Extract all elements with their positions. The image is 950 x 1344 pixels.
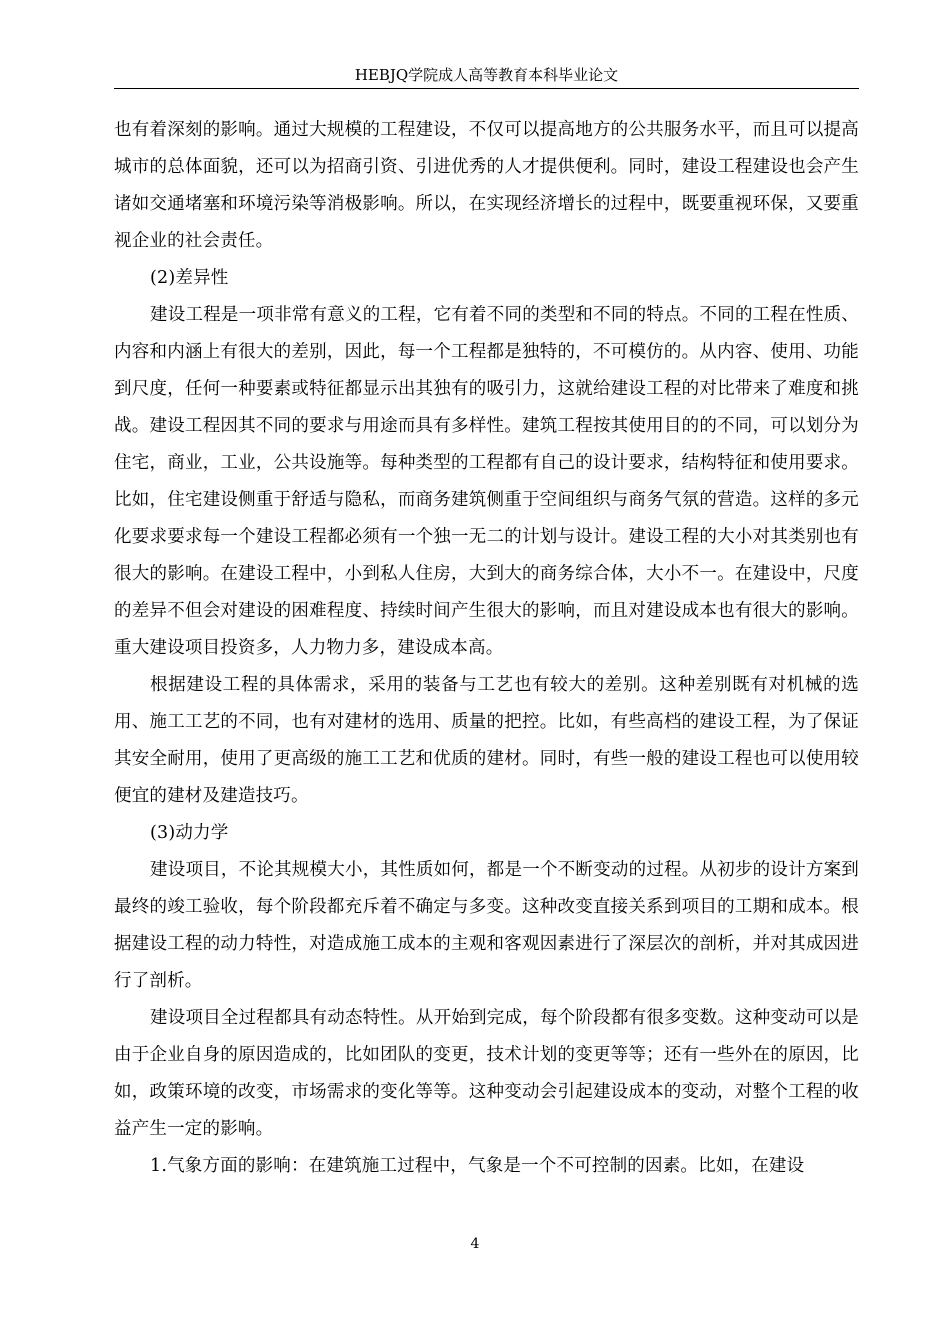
paragraph-diversity-1: 建设工程是一项非常有意义的工程，它有着不同的类型和不同的特点。不同的工程在性质、内容和内涵上有很大的差别，因此，每一个工程都是独特的，不可模仿的。从内容、使用、功能到尺度，任何一种要素或特征都显示出其独有的吸引力，这就给建设工程的对比带来了难度和挑战。建设工程因其不同的要求与用途而具有多样性。建筑工程按其使用目的的不同，可以划分为住宅，商业，工业，公共设施等。每种类型的工程都有自己的设计要求，结构特征和使用要求。比如，住宅建设侧重于舒适与隐私，而商务建筑侧重于空间组织与商务气氛的营造。这样的多元化要求要求每一个建设工程都必须有一个独一无二的计划与设计。建设工程的大小对其类别也有很大的影响。在建设工程中，小到私人住房，大到大的商务综合体，大小不一。在建设中，尺度的差异不但会对建设的困难程度、持续时间产生很大的影响，而且对建设成本也有很大的影响。重大建设项目投资多，人力物力多，建设成本高。	[114, 305, 859, 658]
paragraph-dynamics-1: 建设项目，不论其规模大小，其性质如何，都是一个不断变动的过程。从初步的设计方案到最终的竣工验收，每个阶段都充斥着不确定与多变。这种改变直接关系到项目的工期和成本。根据建设工程的动力特性，对造成施工成本的主观和客观因素进行了深层次的剖析，并对其成因进行了剖析。	[114, 860, 859, 991]
paragraph-continuation: 也有着深刻的影响。通过大规模的工程建设，不仅可以提高地方的公共服务水平，而且可以提高城市的总体面貌，还可以为招商引资、引进优秀的人才提供便利。同时，建设工程建设也会产生诸如交通堵塞和环境污染等消极影响。所以，在实现经济增长的过程中，既要重视环保，又要重视企业的社会责任。	[114, 120, 859, 251]
running-header: HEBJQ学院成人高等教育本科毕业论文	[354, 66, 619, 84]
paragraph-weather: 1.气象方面的影响：在建筑施工过程中，气象是一个不可控制的因素。比如，在建设	[150, 1156, 805, 1176]
paragraph-diversity-2: 根据建设工程的具体需求，采用的装备与工艺也有较大的差别。这种差别既有对机械的选用、施工工艺的不同，也有对建材的选用、质量的把控。比如，有些高档的建设工程，为了保证其安全耐用，使用了更高级的施工工艺和优质的建材。同时，有些一般的建设工程也可以使用较便宜的建材及建造技巧。	[114, 675, 859, 806]
document-body	[114, 112, 859, 1185]
paragraph-dynamics-2: 建设项目全过程都具有动态特性。从开始到完成，每个阶段都有很多变数。这种变动可以是由于企业自身的原因造成的，比如团队的变更，技术计划的变更等等；还有一些外在的原因，比如，政策环境的改变，市场需求的变化等等。这种变动会引起建设成本的变动，对整个工程的收益产生一定的影响。	[114, 1008, 859, 1139]
subheading-dynamics: (3)动力学	[150, 823, 229, 843]
subheading-diversity: (2)差异性	[150, 268, 229, 288]
header-rule	[114, 88, 859, 89]
page-number: 4	[470, 1236, 480, 1252]
